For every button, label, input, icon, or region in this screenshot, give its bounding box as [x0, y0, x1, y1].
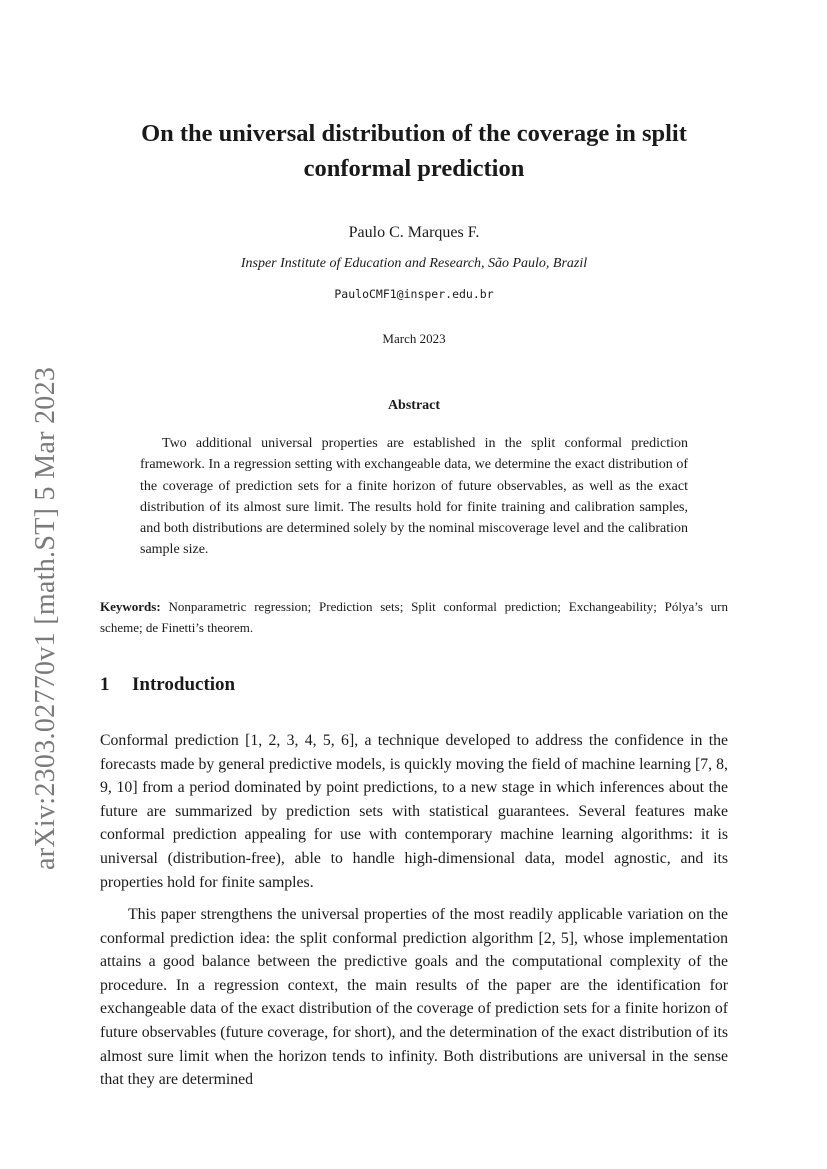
paper-title: On the universal distribution of the coverage in split conformal prediction: [141, 120, 687, 182]
keywords-text: Nonparametric regression; Prediction sets; Split conformal prediction; Exchangeability; Pólya’s urn scheme; de Finetti’s theorem.: [100, 599, 729, 635]
intro-paragraph-2: This paper strengthens the universal properties of the most readily applicable variation on the conformal prediction idea: the split conformal prediction algorithm [2, 5], whose implementation attains a good balance between the predictive goals and the computational complexity of the procedure. In a regression context, the main results of the paper are the identification for exchangeable data of the exact distribution of the coverage of prediction sets for a finite horizon of future observables (future coverage, for short), and the determination of the exact distribution of its almost sure limit when the horizon tends to infinity. Both distributions are universal in the sense that they are determined: [100, 906, 728, 1089]
section-title: Introduction: [132, 674, 236, 695]
author-affiliation: Insper Institute of Education and Research, São Paulo, Brazil: [240, 256, 588, 271]
abstract-heading: Abstract: [387, 398, 441, 413]
keywords-label: Keywords:: [100, 599, 161, 614]
abstract-text: Two additional universal properties are established in the split conformal prediction framework. In a regression setting with exchangeable data, we determine the exact distribution of the coverage of prediction sets for a finite horizon of future observables, as well as the exact distribution of its almost sure limit. The results hold for finite training and calibration samples, and both distributions are determined solely by the nominal miscoverage level and the calibration sample size.: [140, 436, 688, 558]
section-heading-introduction: [100, 674, 728, 696]
author-email: PauloCMF1@insper.edu.br: [334, 287, 494, 301]
arxiv-identifier-stamp: arXiv:2303.02770v1 [math.ST] 5 Mar 2023: [30, 366, 61, 870]
publication-date: March 2023: [382, 331, 446, 346]
author-name: Paulo C. Marques F.: [348, 224, 480, 241]
section-number: 1: [100, 674, 110, 695]
keywords: [100, 596, 728, 638]
intro-paragraph-1: Conformal prediction [1, 2, 3, 4, 5, 6], a technique developed to address the confidence in the forecasts made by general predictive models, is quickly moving the field of machine learning [7, 8, 9, 10] from a period dominated by point predictions, to a new stage in which inferences about the future are summarized by prediction sets with statistical guarantees. Several features make conformal prediction appealing for use with contemporary machine learning algorithms: it is universal (distribution-free), able to handle high-dimensional data, model agnostic, and its properties hold for finite samples.: [100, 732, 728, 891]
